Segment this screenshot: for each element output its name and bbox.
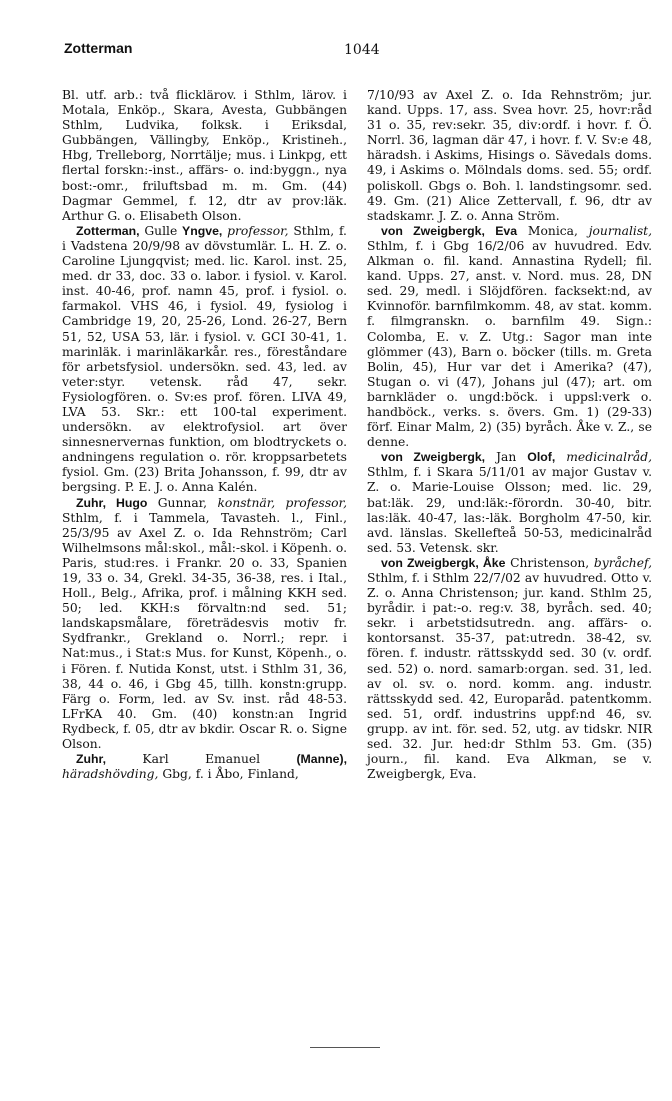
entry-zuhr-karl <box>62 752 347 782</box>
entry-given-bold: (Manne), <box>296 752 347 767</box>
entry-given: Monica, <box>517 223 578 238</box>
entry-title: byråchef, <box>589 555 653 570</box>
entry-surname: Zotterman, <box>76 223 140 238</box>
left-column <box>62 88 347 782</box>
entry-text: Gbg, f. i Åbo, Finland, <box>158 767 299 782</box>
entry-title: medicinalråd, <box>555 450 653 465</box>
entry-surname: von Zweigbergk, Åke <box>381 555 506 570</box>
entry-continuation <box>367 88 652 224</box>
entry-zuhr-hugo <box>62 496 347 753</box>
entry-given-bold: Yngve, <box>182 223 223 238</box>
entry-given: Gunnar, <box>147 495 208 510</box>
right-column <box>367 88 652 782</box>
entry-zweigbergk-eva <box>367 224 652 450</box>
entry-zweigbergk-jan <box>367 450 652 556</box>
end-rule <box>310 1047 380 1048</box>
entry-text: Bl. utf. arb.: två flicklärov. i Sthlm, lärov. i Motala, Enköp., Skara, Avesta, Gubbängen Sthlm, Ludvika, folksk. i Eriksdal, Gubbängen, Vällingby, Enköp., Kristineh., Hbg, Trelleborg, Norrtälje; mus. i Linkpg, ett flertal forskn:-inst., affärs- o. ind:byggn., nya bost:-omr., friluftsbad m. m. Gm. (44) Dagmar Gemmel, f. 12, dtr av prov:läk. Arthur G. o. Elisabeth Olson. <box>62 88 347 223</box>
entry-text: 7/10/93 av Axel Z. o. Ida Rehnström; jur. kand. Upps. 17, ass. Svea hovr. 25, hovr:råd 31 o. 35, rev:sekr. 35, div:ordf. i hovr. f. Ö. Norrl. 36, lagman där 47, i hovr. f. V. Sv:e 48, häradsh. i Askims, Hisings o. Sävedals doms. 49, i Askims o. Mölndals doms. sed. 55; ordf. poliskoll. Gbgs o. Boh. l. landstingsomr. sed. 49. Gm. (21) Alice Zettervall, f. 96, dtr av stadskamr. J. Z. o. Anna Ström. <box>367 88 652 223</box>
entry-title: journalist, <box>577 223 653 238</box>
entry-surname: Zuhr, Hugo <box>76 495 148 510</box>
entry-text: Sthlm, f. i Gbg 16/2/06 av huvudred. Edv. Alkman o. fil. kand. Annastina Rydell; fil. kand. Upps. 27, anst. v. Nord. mus. 28, DN sed. 29, medl. i Slöjdfören. facksekt:nd, av Kvinnoför. barnfilmkomm. 48, av stat. komm. f. filmgranskn. o. barnfilm 49. Sign.: Colomba, E. v. Z. Utg.: Sagor man inte glömmer (43), Barn o. böcker (tills. m. Greta Bolin, 45), Hur var det i Amerika? (47), Stugan o. vi (47), Johans jul (47); art. om barnkläder o. ungd:böck. i uppsl:verk o. handböck., verks. s. övers. Gm. 1) (29-33) förf. Einar Malm, 2) (35) byråch. Åke v. Z., se denne. <box>367 238 652 450</box>
entry-given: Karl Emanuel <box>106 752 297 767</box>
page-header <box>64 40 654 62</box>
entry-text: Sthlm, f. i Skara 5/11/01 av major Gustav v. Z. o. Marie-Louise Olsson; med. lic. 29, bat:läk. 29, und:läk:-förordn. 30-40, bitr. las:läk. 40-47, las:-läk. Borgholm 47-50, kir. avd. länslas. Skellefteå 50-53, medicinalråd sed. 53. Vetensk. skr. <box>367 465 652 555</box>
entry-text: Sthlm, f. i Vadstena 20/9/98 av dövstumlär. L. H. Z. o. Caroline Ljungqvist; med. lic. Karol. inst. 25, med. dr 33, doc. 33 o. labor. i fysiol. v. Karol. inst. 40-46, prof. namn 45, prof. i fysiol. o. farmakol. VHS 46, i fysiol. 49, fysiolog i Cambridge 19, 20, 25-26, Lond. 26-27, Bern 51, 52, USA 53, lär. i fysiol. v. GCI 30-41, 1. marinläk. i marinläkarkår. res., föreståndare för arbetsfysiol. undersökn. sed. 43, led. av veter:styr. vetensk. råd 47, sekr. Fysiologfören. o. Sv:es prof. fören. LIVA 49, LVA 53. Skr.: ett 100-tal experiment. undersökn. av elektrofysiol. art över sinnesnervernas funktion, om blodtryckets o. andningens regulation o. rör. kroppsarbetets fysiol. Gm. (23) Brita Johansson, f. 99, dtr av bergsing. P. E. J. o. Anna Kalén. <box>62 223 347 495</box>
entry-text: Sthlm, f. i Tammela, Tavasteh. l., Finl., 25/3/95 av Axel Z. o. Ida Rehnström; Carl Wilhelmsons mål:skol., mål:-skol. i Köpenh. o. Paris, stud:res. i Frankr. 20 o. 33, Spanien 19, 33 o. 34, Grekl. 34-35, 36-38, res. i Ital., Holl., Belg., Afrika, prof. i målning KKH sed. 50; led. KKH:s förvaltn:nd sed. 51; landskapsmålare, företrädesvis motiv fr. Sydfrankr., Grekland o. Norrl.; repr. i Nat:mus., i Stat:s Mus. for Kunst, Köpenh., o. i Fören. f. Nutida Konst, utst. i Sthlm 31, 36, 38, 44 o. 46, i Gbg 45, tillh. konstn:grupp. Färg o. Form, led. av Sv. inst. råd 48-53. LFrKA 40. Gm. (40) konstn:an Ingrid Rydbeck, f. 05, dtr av bkdir. Oscar R. o. Signe Olson. <box>62 510 347 752</box>
entry-given: Christenson, <box>505 555 590 570</box>
entry-title: konstnär, professor, <box>207 495 347 510</box>
page-number: 1044 <box>344 42 380 58</box>
entry-surname: von Zweigbergk, <box>381 450 486 465</box>
running-head: Zotterman <box>64 40 133 56</box>
entry-text: Sthlm, f. i Sthlm 22/7/02 av huvudred. Otto v. Z. o. Anna Christenson; jur. kand. Sthlm 25, byrådir. i pat:-o. reg:v. 38, byråch. sed. 40; sekr. i arbetstidsutredn. ang. affärs- o. kontorsanst. 35-37, pat:utredn. 38-42, sv. fören. f. industr. rättsskydd sed. 30 (v. ordf. sed. 52) o. nord. samarb:organ. sed. 31, led. av ol. sv. o. nord. komm. ang. industr. rättsskydd sed. 42, Europaråd. patentkomm. sed. 51, ordf. industrins uppf:nd 46, sv. grupp. av int. för. sed. 52, utg. av tidskr. NIR sed. 32. Jur. hed:dr Sthlm 53. Gm. (35) journ., fil. kand. Eva Alkman, se v. Zweigbergk, Eva. <box>367 571 652 782</box>
entry-title: häradshövding, <box>62 767 159 782</box>
entry-title: professor, <box>222 223 289 238</box>
entry-given: Gulle <box>139 223 183 238</box>
entry-given-bold: Olof, <box>527 450 556 465</box>
entry-given: Jan <box>485 450 528 465</box>
text-columns <box>62 88 652 782</box>
entry-surname: von Zweigbergk, Eva <box>381 223 518 238</box>
entry-continuation <box>62 88 347 224</box>
entry-zotterman-yngve <box>62 224 347 496</box>
entry-zweigbergk-ake <box>367 556 652 782</box>
entry-surname: Zuhr, <box>76 752 107 767</box>
